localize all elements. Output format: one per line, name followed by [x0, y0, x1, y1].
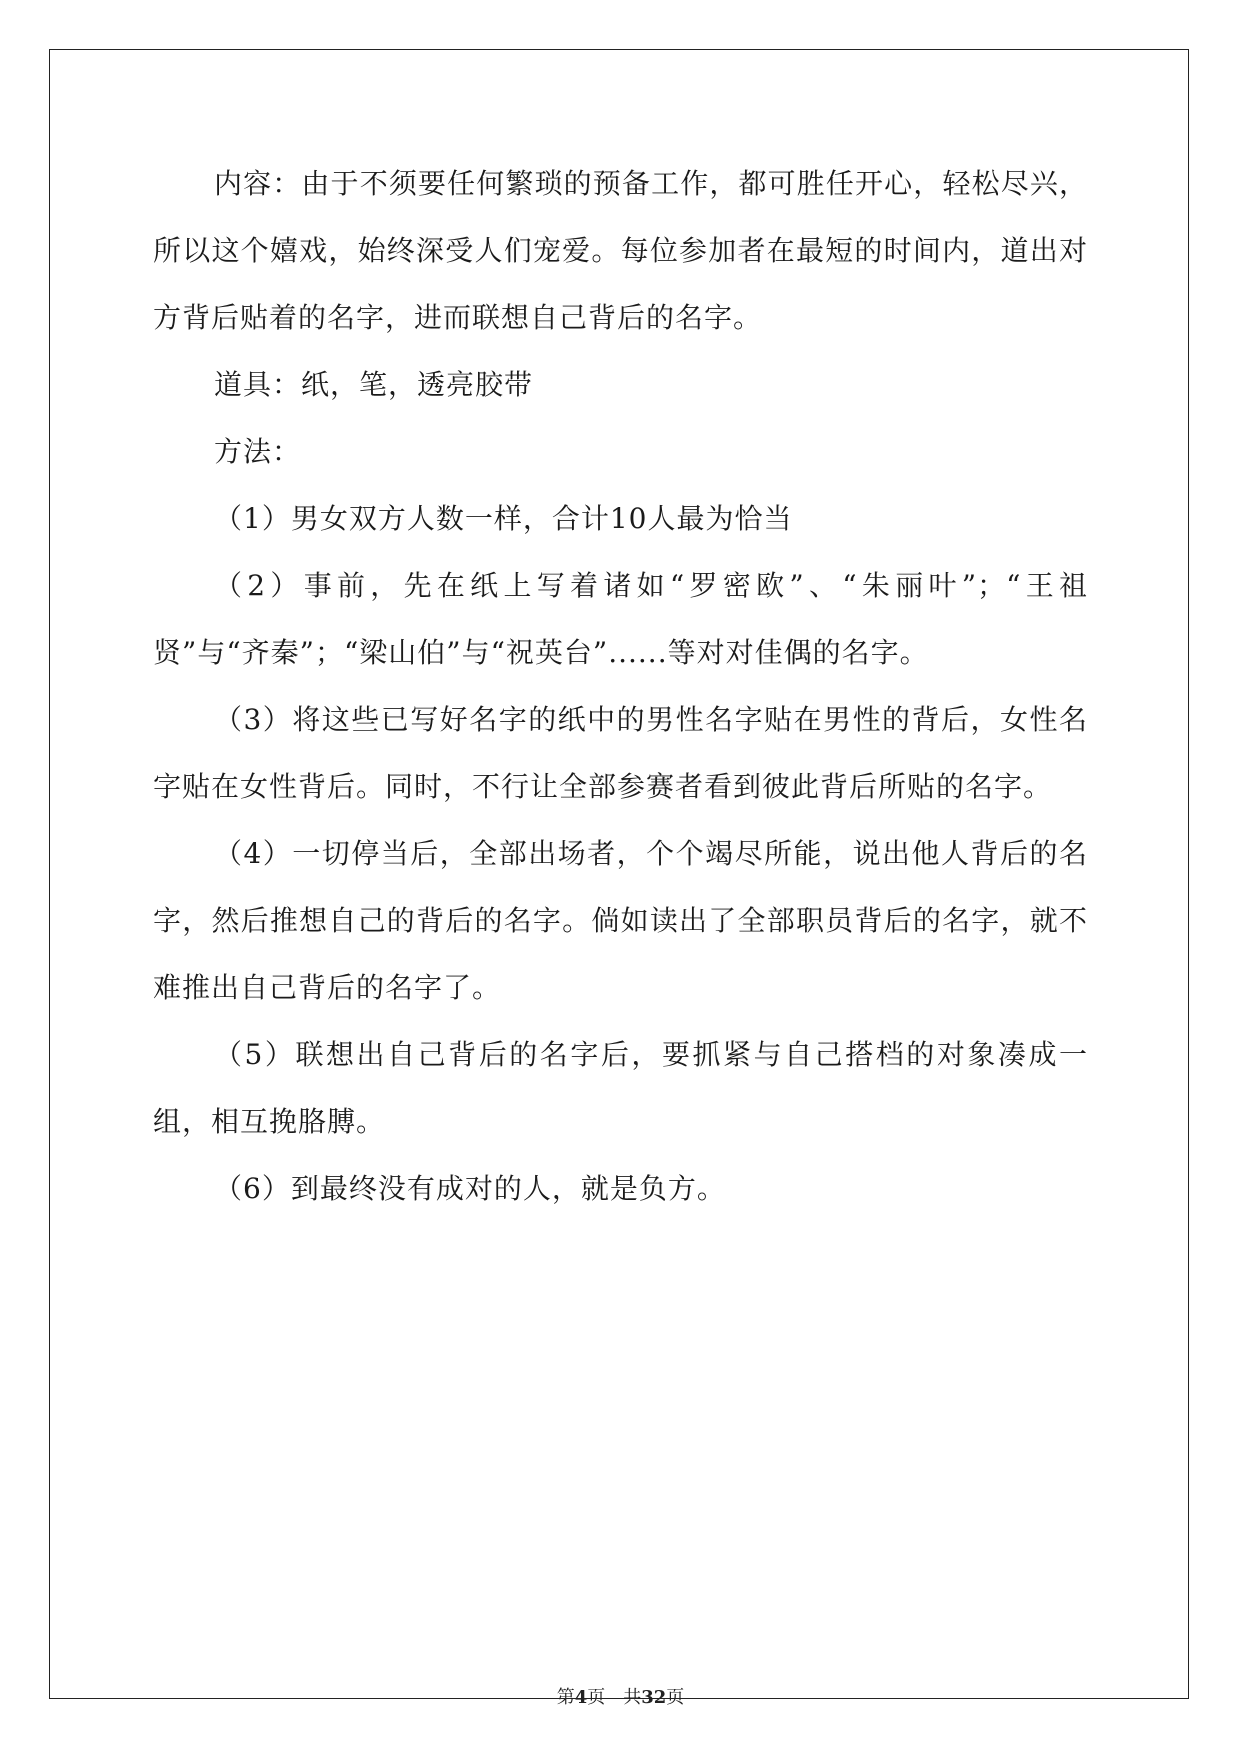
footer-suffix: 页 [666, 1687, 685, 1708]
paragraph-step-4: （4）一切停当后，全部出场者，个个竭尽所能，说出他人背后的名字，然后推想自己的背后的名字。倘如读出了全部职员背后的名字，就不难推出自己背后的名字了。 [153, 837, 1088, 1004]
document-body [153, 150, 1088, 1222]
page-footer [0, 1683, 1241, 1709]
paragraph-step-2: （2）事前，先在纸上写着诸如“罗密欧”、“朱丽叶”；“王祖贤”与“齐秦”；“梁山伯”与“祝英台”......等对对佳偶的名字。 [153, 569, 1088, 669]
paragraph-method: 方法： [214, 435, 302, 468]
paragraph-step-5: （5）联想出自己背后的名字后，要抓紧与自己搭档的对象凑成一组，相互挽胳膊。 [153, 1038, 1088, 1138]
paragraph-props: 道具：纸，笔，透亮胶带 [214, 368, 534, 401]
footer-prefix: 第 [556, 1687, 575, 1708]
footer-page-number: 4 [574, 1687, 588, 1708]
paragraph-content: 内容：由于不须要任何繁琐的预备工作，都可胜任开心，轻松尽兴，所以这个嬉戏，始终深受人们宠爱。每位参加者在最短的时间内，道出对方背后贴着的名字，进而联想自己背后的名字。 [153, 167, 1088, 334]
footer-middle: 页 共 [587, 1687, 642, 1708]
paragraph-step-6: （6）到最终没有成对的人，就是负方。 [214, 1172, 726, 1205]
footer-total-pages: 32 [641, 1687, 667, 1708]
paragraph-step-3: （3）将这些已写好名字的纸中的男性名字贴在男性的背后，女性名字贴在女性背后。同时，不行让全部参赛者看到彼此背后所贴的名字。 [153, 703, 1088, 803]
paragraph-step-1: （1）男女双方人数一样，合计10人最为恰当 [214, 502, 793, 535]
